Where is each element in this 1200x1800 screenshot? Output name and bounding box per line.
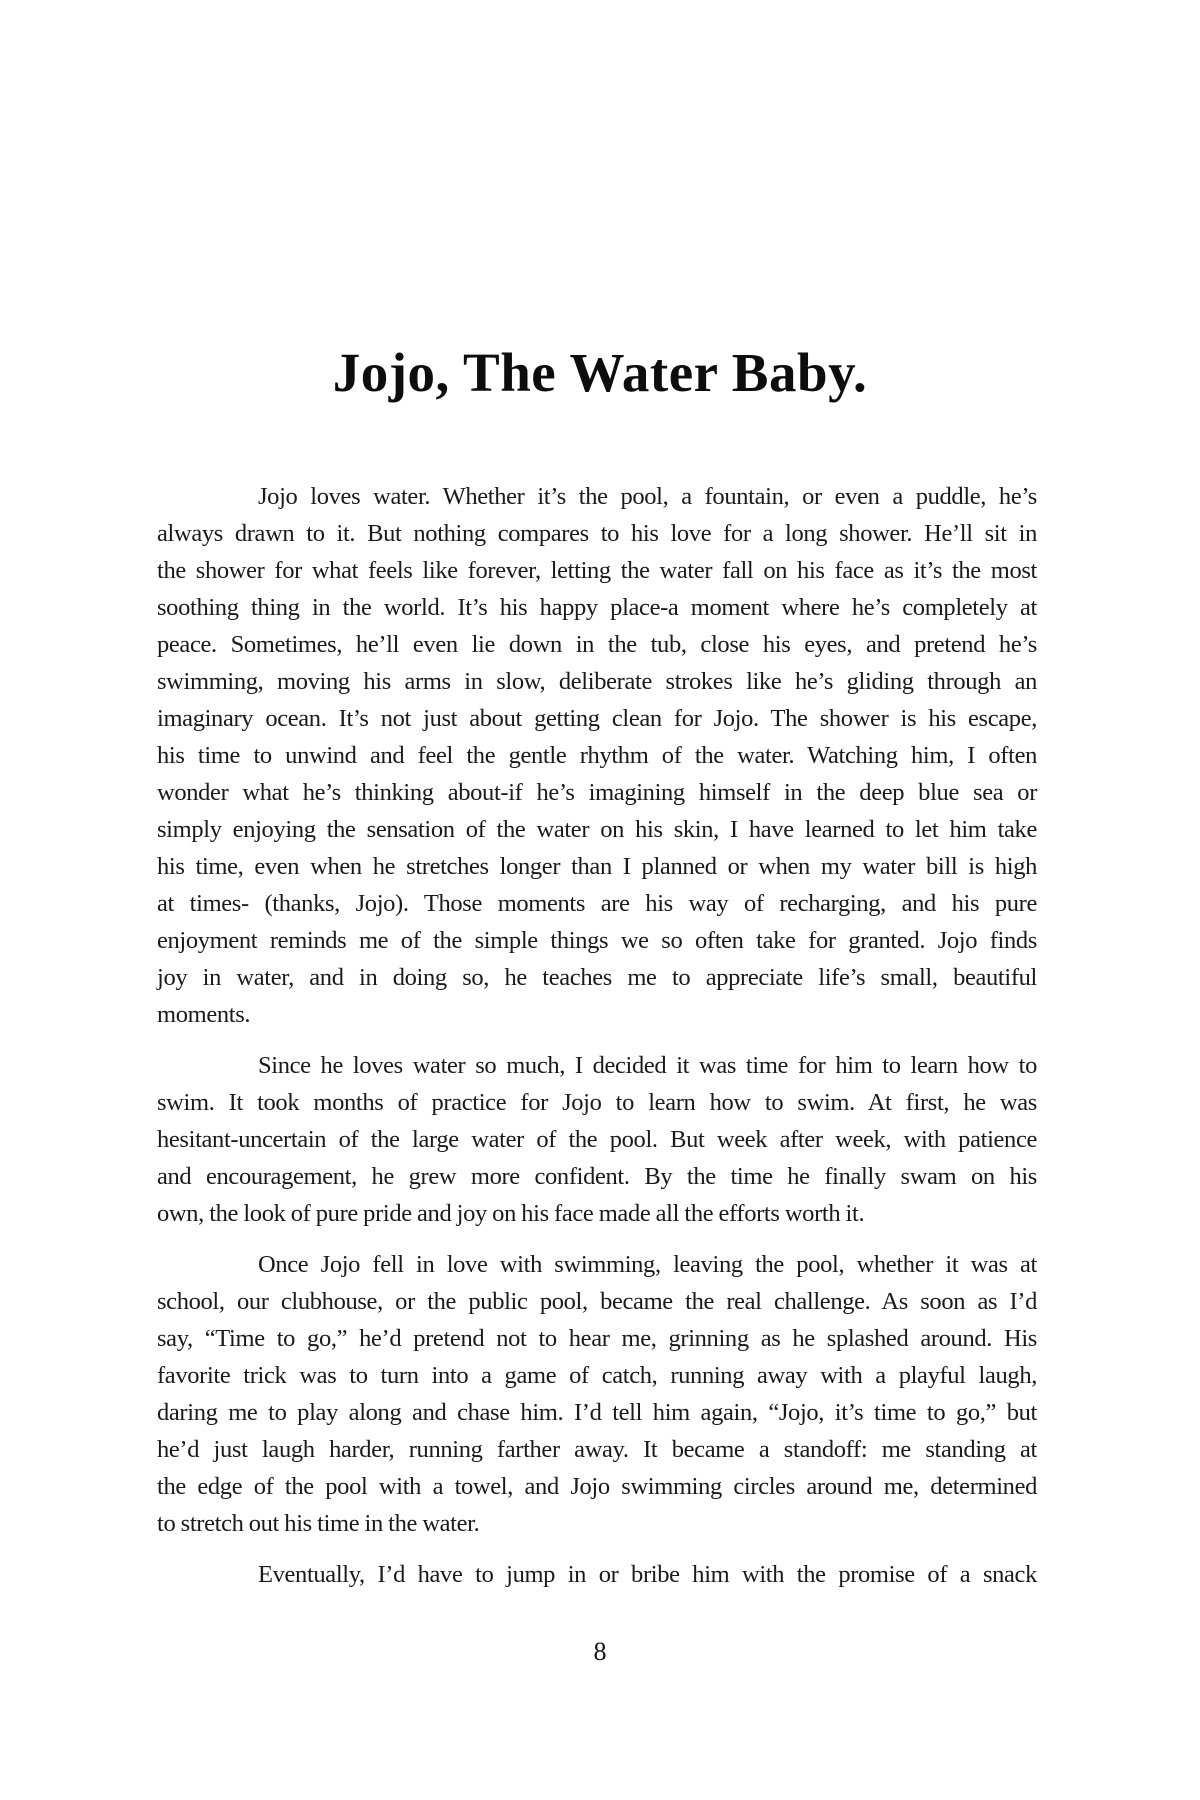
text-line: enjoyment reminds me of the simple things we so often take for granted. Jojo finds: [157, 927, 1037, 954]
chapter-title: Jojo, The Water Baby.: [332, 342, 868, 403]
text-line: his time, even when he stretches longer than I planned or when my water bill is high: [157, 853, 1037, 880]
text-line: to stretch out his time in the water.: [157, 1510, 480, 1537]
text-line: imaginary ocean. It’s not just about getting clean for Jojo. The shower is his escape,: [157, 705, 1037, 732]
text-line: swim. It took months of practice for Jojo to learn how to swim. At first, he was: [157, 1089, 1037, 1116]
text-line: the shower for what feels like forever, letting the water fall on his face as it’s the most: [157, 557, 1037, 584]
text-line: his time to unwind and feel the gentle rhythm of the water. Watching him, I often: [157, 742, 1037, 769]
text-line: own, the look of pure pride and joy on his face made all the efforts worth it.: [157, 1200, 865, 1227]
text-line: the edge of the pool with a towel, and Jojo swimming circles around me, determined: [157, 1473, 1037, 1500]
paragraph-1: [157, 478, 1037, 1033]
text-line: Since he loves water so much, I decided it was time for him to learn how to: [258, 1052, 1037, 1079]
text-line: Once Jojo fell in love with swimming, leaving the pool, whether it was at: [258, 1251, 1037, 1278]
text-line: Eventually, I’d have to jump in or bribe him with the promise of a snack: [258, 1561, 1037, 1588]
text-line: at times- (thanks, Jojo). Those moments are his way of recharging, and his pure: [157, 890, 1037, 917]
text-line: he’d just laugh harder, running farther away. It became a standoff: me standing at: [157, 1436, 1037, 1463]
text-line: favorite trick was to turn into a game of catch, running away with a playful laugh,: [157, 1362, 1037, 1389]
chapter-body: [157, 478, 1037, 1607]
text-line: hesitant-uncertain of the large water of the pool. But week after week, with patience: [157, 1126, 1037, 1153]
text-line: daring me to play along and chase him. I’d tell him again, “Jojo, it’s time to go,” but: [157, 1399, 1037, 1426]
paragraph-2: [157, 1047, 1037, 1232]
paragraph-4: [157, 1556, 1037, 1593]
text-line: and encouragement, he grew more confident. By the time he finally swam on his: [157, 1163, 1037, 1190]
text-line: school, our clubhouse, or the public pool, became the real challenge. As soon as I’d: [157, 1288, 1037, 1315]
text-line: peace. Sometimes, he’ll even lie down in the tub, close his eyes, and pretend he’s: [157, 631, 1037, 658]
paragraph-3: [157, 1246, 1037, 1542]
text-line: moments.: [157, 1001, 251, 1028]
text-line: joy in water, and in doing so, he teaches me to appreciate life’s small, beautiful: [157, 964, 1037, 991]
text-line: always drawn to it. But nothing compares to his love for a long shower. He’ll sit in: [157, 520, 1037, 547]
text-line: simply enjoying the sensation of the water on his skin, I have learned to let him take: [157, 816, 1037, 843]
text-line: say, “Time to go,” he’d pretend not to hear me, grinning as he splashed around. His: [157, 1325, 1037, 1352]
page-number: 8: [593, 1637, 607, 1666]
text-line: wonder what he’s thinking about-if he’s imagining himself in the deep blue sea or: [157, 779, 1037, 806]
text-line: swimming, moving his arms in slow, deliberate strokes like he’s gliding through an: [157, 668, 1037, 695]
text-line: Jojo loves water. Whether it’s the pool, a fountain, or even a puddle, he’s: [258, 483, 1037, 510]
text-line: soothing thing in the world. It’s his happy place-a moment where he’s completely at: [157, 594, 1037, 621]
